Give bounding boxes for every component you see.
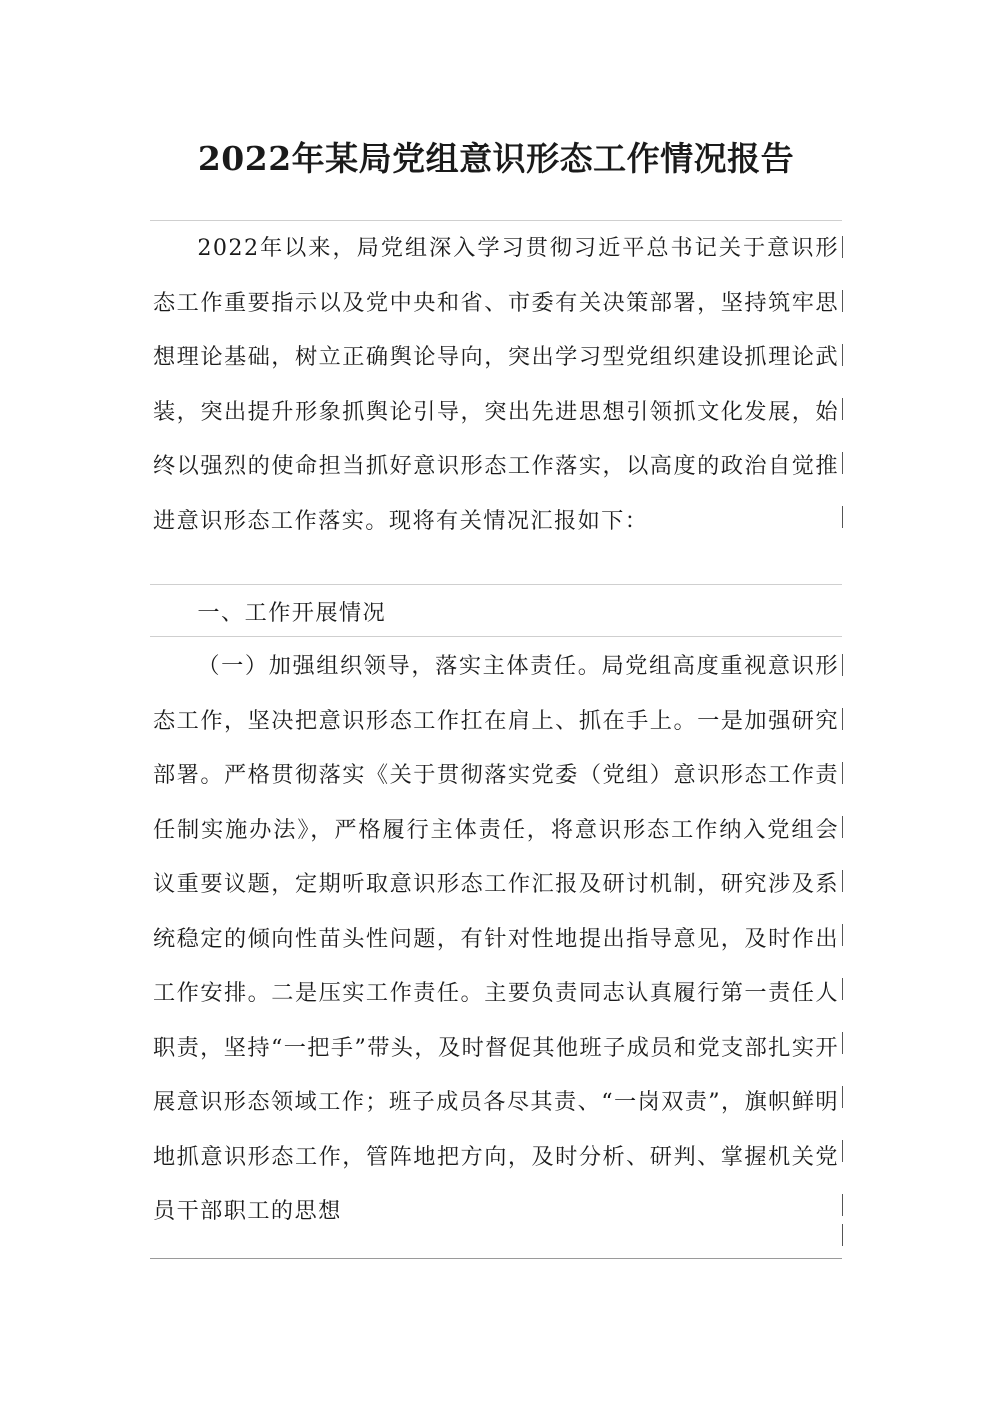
line-end-mark <box>842 1194 843 1216</box>
line-end-mark <box>842 978 843 1000</box>
line-end-mark <box>842 1140 843 1162</box>
line-end-mark <box>842 236 843 258</box>
section-paragraph: （一）加强组织领导，落实主体责任。局党组高度重视意识形态工作，坚决把意识形态工作扛在肩上、抓在手上。一是加强研究部署。严格贯彻落实《关于贯彻落实党委（党组）意识形态工作责任制实施办法》，严格履行主体责任，将意识形态工作纳入党组会议重要议题，定期听取意识形态工作汇报及研讨机制，研究涉及系统稳定的倾向性苗头性问题，有针对性地提出指导意见，及时作出工作安排。二是压实工作责任。主要负责同志认真履行第一责任人职责，坚持“一把手”带头，及时督促其他班子成员和党支部扎实开展意识形态领域工作；班子成员各尽其责、“一岗双责”，旗帜鲜明地抓意识形态工作，管阵地把方向，及时分析、研判、掌握机关党员干部职工的思想 <box>153 653 839 1224</box>
line-end-mark <box>842 708 843 730</box>
line-end-mark <box>842 1032 843 1054</box>
line-end-mark <box>842 452 843 474</box>
divider-after-heading <box>150 636 842 637</box>
line-end-mark <box>842 398 843 420</box>
line-end-mark <box>842 816 843 838</box>
line-end-mark <box>842 654 843 676</box>
line-end-mark <box>842 506 843 528</box>
line-end-mark <box>842 870 843 892</box>
line-end-mark <box>842 762 843 784</box>
line-end-mark <box>842 924 843 946</box>
line-end-mark <box>842 1086 843 1108</box>
line-end-mark <box>842 1224 843 1246</box>
divider-after-intro <box>150 584 842 585</box>
section-heading: 一、工作开展情况 <box>197 600 387 626</box>
intro-paragraph: 2022年以来，局党组深入学习贯彻习近平总书记关于意识形态工作重要指示以及党中央和省、市委有关决策部署，坚持筑牢思想理论基础，树立正确舆论导向，突出学习型党组织建设抓理论武装，突出提升形象抓舆论引导，突出先进思想引领抓文化发展，始终以强烈的使命担当抓好意识形态工作落实，以高度的政治自觉推进意识形态工作落实。现将有关情况汇报如下： <box>153 235 839 534</box>
line-end-mark <box>842 344 843 366</box>
document-title: 2022年某局党组意识形态工作情况报告 <box>197 139 795 178</box>
divider-bottom <box>150 1258 842 1259</box>
line-end-mark <box>842 290 843 312</box>
